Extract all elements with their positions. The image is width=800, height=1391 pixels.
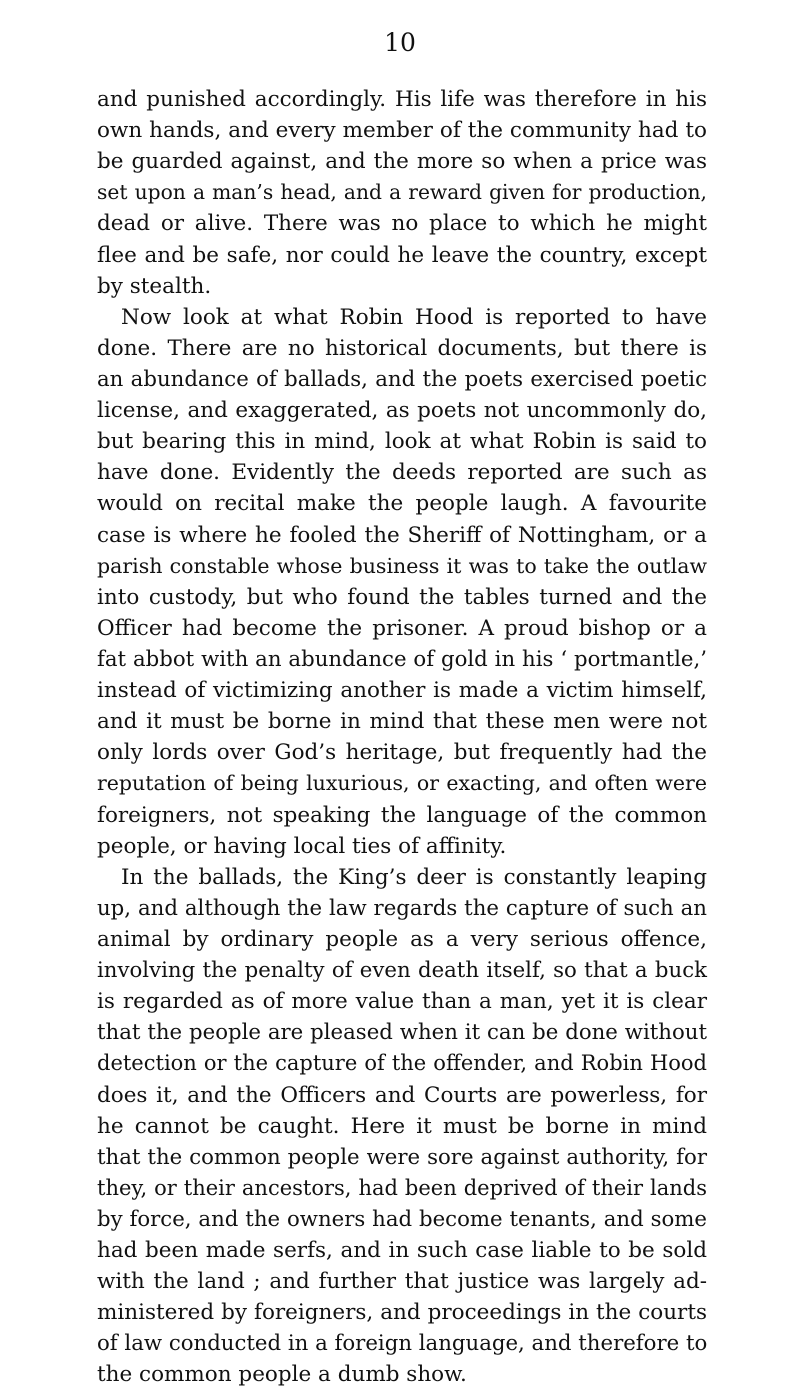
text-line: had been made serfs, and in such case liable to be sold xyxy=(97,1238,707,1264)
text-line: dead or alive. There was no place to which he might xyxy=(97,211,707,237)
text-line: he cannot be caught. Here it must be borne in mind xyxy=(97,1113,707,1139)
text-line: instead of victimizing another is made a victim himself, xyxy=(97,678,707,704)
text-line: ministered by foreigners, and proceedings in the courts xyxy=(97,1300,707,1326)
text-line: animal by ordinary people as a very serious offence, xyxy=(97,926,707,952)
text-line: Now look at what Robin Hood is reported to have xyxy=(121,304,707,330)
text-line: the common people a dumb show. xyxy=(97,1362,467,1388)
text-line: into custody, but who found the tables turned and the xyxy=(97,584,707,610)
page-number: 10 xyxy=(384,28,416,57)
text-line: foreigners, not speaking the language of the common xyxy=(97,802,707,828)
text-line: own hands, and every member of the community had to xyxy=(97,118,707,144)
text-line: people, or having local ties of affinity. xyxy=(97,833,507,859)
text-line: be guarded against, and the more so when a price was xyxy=(97,149,707,175)
body-text xyxy=(97,84,707,1391)
text-line: license, and exaggerated, as poets not uncommonly do, xyxy=(97,398,707,424)
text-line: up, and although the law regards the capture of such an xyxy=(97,895,707,921)
text-line: parish constable whose business it was to take the outlaw xyxy=(97,553,707,578)
text-line: but bearing this in mind, look at what Robin is said to xyxy=(97,429,707,455)
text-line: of law conducted in a foreign language, and therefore to xyxy=(97,1331,708,1357)
text-line: flee and be safe, nor could he leave the country, except xyxy=(97,242,707,268)
text-line: In the ballads, the King’s deer is constantly leaping xyxy=(121,864,707,890)
text-line: and it must be borne in mind that these men were not xyxy=(97,709,707,735)
text-line: set upon a man’s head, and a reward given for production, xyxy=(97,180,707,205)
text-line: Officer had become the prisoner. A proud bishop or a xyxy=(97,615,707,641)
text-line: by force, and the owners had become tenants, and some xyxy=(97,1206,707,1232)
text-line: done. There are no historical documents, but there is xyxy=(97,335,707,361)
text-line: would on recital make the people laugh. A favourite xyxy=(97,491,707,517)
text-line: does it, and the Officers and Courts are powerless, for xyxy=(97,1082,707,1108)
text-line: with the land ; and further that justice was largely ad- xyxy=(97,1269,707,1295)
text-line: involving the penalty of even death itself, so that a buck xyxy=(97,958,707,984)
text-line: and punished accordingly. His life was therefore in his xyxy=(97,87,707,112)
text-line: that the people are pleased when it can be done without xyxy=(97,1020,707,1046)
text-line: by stealth. xyxy=(97,273,212,299)
text-line: have done. Evidently the deeds reported are such as xyxy=(97,460,707,486)
text-line: reputation of being luxurious, or exacting, and often were xyxy=(97,771,707,796)
text-line: detection or the capture of the offender, and Robin Hood xyxy=(97,1051,707,1076)
text-line: fat abbot with an abundance of gold in his ‘ portmantle,’ xyxy=(97,646,707,672)
text-line: case is where he fooled the Sheriff of Nottingham, or a xyxy=(97,522,707,548)
text-line: they, or their ancestors, had been deprived of their lands xyxy=(97,1175,707,1200)
text-line: only lords over God’s heritage, but frequently had the xyxy=(97,740,707,766)
text-line: is regarded as of more value than a man, yet it is clear xyxy=(97,989,707,1015)
text-line: that the common people were sore against authority, for xyxy=(97,1144,707,1170)
text-line: an abundance of ballads, and the poets exercised poetic xyxy=(97,366,707,392)
